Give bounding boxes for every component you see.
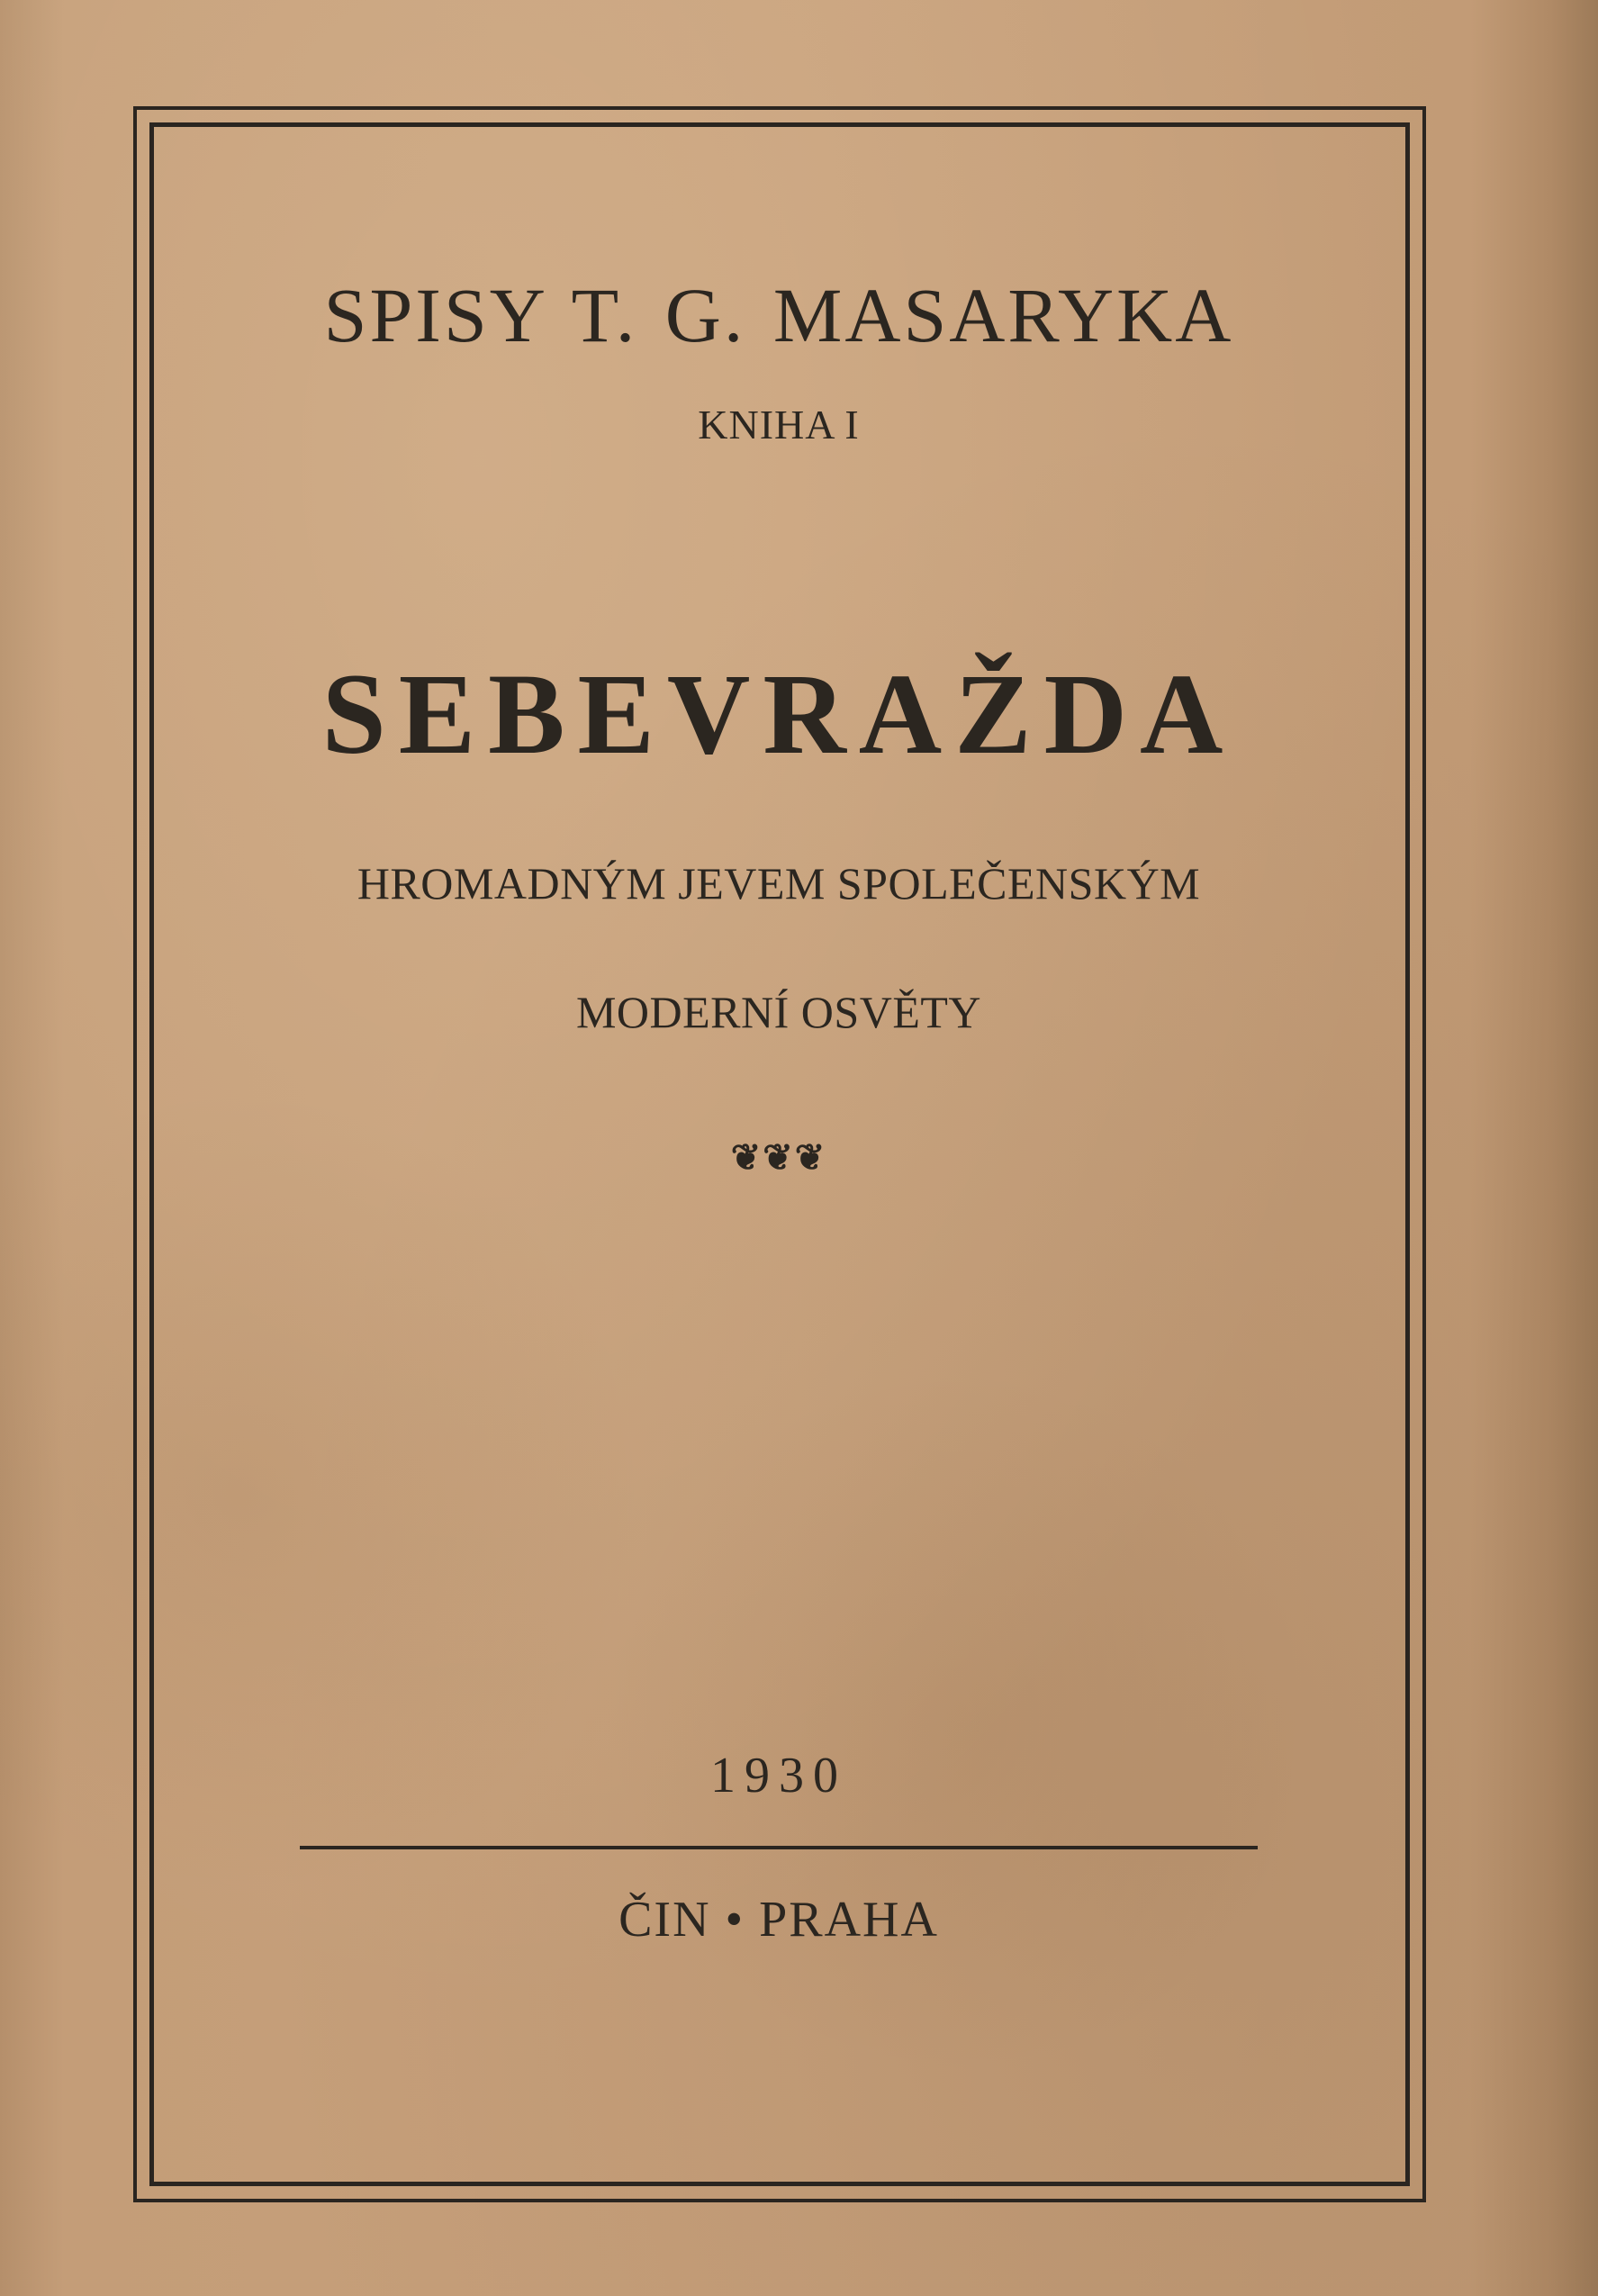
book-title: SEBEVRAŽDA [321,650,1236,778]
subtitle-line-1: HROMADNÝM JEVEM SPOLEČENSKÝM [357,858,1201,908]
ornament-icon: ❦❦❦ [730,1136,827,1179]
volume-label: KNIHA I [698,402,860,447]
subtitle-line-2: MODERNÍ OSVĚTY [575,987,982,1037]
publisher-imprint: ČIN • PRAHA [618,1892,939,1948]
publication-year: 1930 [710,1748,847,1803]
divider-rule [300,1846,1258,1849]
series-title: SPISY T. G. MASARYKA [323,272,1234,358]
